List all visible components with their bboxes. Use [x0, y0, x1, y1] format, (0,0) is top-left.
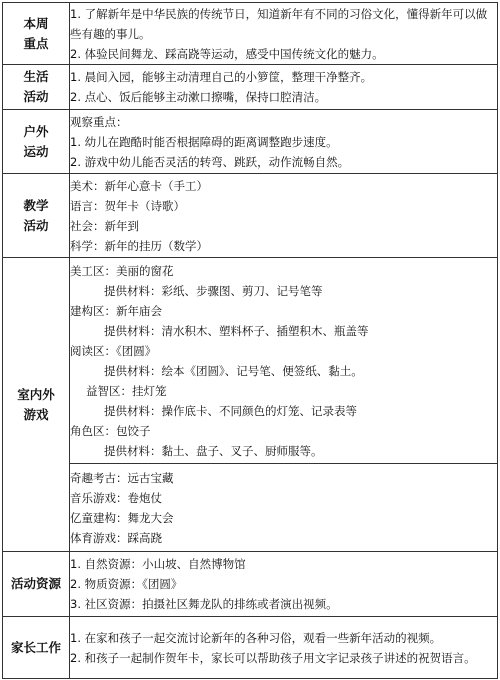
area-heading-role-play: 角色区：包饺子: [70, 423, 151, 438]
row-indoor-outdoor-games: [3, 258, 498, 464]
content-life-activities: [70, 65, 498, 110]
label-parent-work: [3, 617, 70, 679]
game-line-1: 奇趣考古：远古宝藏: [70, 470, 174, 485]
area-materials-role-play: 提供材料：黏土、盘子、叉子、厨师服等。: [104, 443, 323, 458]
area-heading-reading: 阅读区：《团圆》: [70, 343, 157, 358]
game-line-4: 体育游戏：踩高跷: [70, 530, 162, 545]
row-teaching-activities: [3, 174, 498, 258]
game-line-3: 亿童建构：舞龙大会: [70, 510, 174, 525]
label-outdoor-sports: [3, 110, 70, 174]
area-heading-construction: 建构区：新年庙会: [70, 303, 162, 318]
area-materials-reading: 提供材料：绘本《团圆》、记号笔、便签纸、黏土。: [104, 363, 363, 378]
life-line-1: 1. 晨间入园，能够主动清理自己的小箩筐，整理干净整齐。: [70, 70, 373, 84]
area-materials-art: 提供材料：彩纸、步骤图、剪刀、记号笔等: [104, 283, 323, 298]
content-outdoor-sports: [70, 110, 498, 174]
teaching-line-1: 美术：新年心意卡（手工）: [70, 178, 208, 193]
label-text: 家长工作: [10, 639, 61, 655]
parent-line-1: 1. 在家和孩子一起交流讨论新年的各种习俗，观看一些新年活动的视频。: [70, 630, 442, 645]
content-parent-work: [70, 617, 498, 679]
outdoor-line-1: 观察重点：: [70, 114, 128, 129]
area-materials-construction: 提供材料：清水积木、塑料杯子、插塑积木、瓶盖等: [104, 323, 369, 338]
life-line-2: 2. 点心、饭后能够主动漱口擦嘴，保持口腔清洁。: [70, 90, 327, 104]
area-heading-art: 美工区：美丽的窗花: [70, 263, 174, 278]
focus-line-1: 1. 了解新年是中华民族的传统节日，知道新年有不同的习俗文化，懂得新年可以做些有趣的事儿。: [70, 6, 488, 41]
area-materials-puzzle: 提供材料：操作底卡、不同颜色的灯笼、记录表等: [104, 403, 357, 418]
content-games: [70, 464, 498, 552]
label-activity-resources: [3, 552, 70, 617]
label-text: 活动资源: [10, 576, 61, 591]
label-indoor-outdoor-games: [3, 258, 70, 552]
content-teaching-activities: [70, 174, 498, 258]
area-heading-puzzle: 益智区：挂灯笼: [86, 383, 167, 398]
label-weekly-focus: [3, 3, 70, 65]
row-life-activities: [3, 65, 498, 110]
row-weekly-focus: [3, 3, 498, 65]
focus-line-2: 2. 体验民间舞龙、踩高跷等运动，感受中国传统文化的魅力。: [70, 46, 384, 61]
outdoor-line-2: 1. 幼儿在跑酷时能否根据障碍的距离调整跑步速度。: [70, 134, 338, 149]
resource-line-3: 3. 社区资源：拍摄社区舞龙队的排练或者演出视频。: [70, 597, 338, 611]
label-text: 生活 活动: [23, 69, 49, 104]
game-line-2: 音乐游戏：卷炮仗: [70, 490, 162, 505]
row-parent-work: [3, 617, 498, 679]
label-text: 户外 运动: [23, 123, 49, 159]
content-weekly-focus: [70, 3, 498, 65]
row-games: [3, 464, 498, 552]
teaching-line-4: 科学：新年的挂历（数学）: [70, 238, 208, 253]
resource-line-2: 2. 物质资源：《团圆》: [70, 577, 183, 591]
teaching-line-2: 语言：贺年卡（诗歌）: [70, 198, 185, 213]
teaching-line-3: 社会：新年到: [70, 218, 139, 233]
content-learning-areas: [70, 258, 498, 464]
label-text: 本周 重点: [23, 15, 49, 51]
label-text: 室内外 游戏: [17, 386, 55, 422]
label-text: 教学 活动: [23, 197, 49, 233]
content-activity-resources: [70, 552, 498, 617]
row-activity-resources: [3, 552, 498, 617]
row-outdoor-sports: [3, 110, 498, 174]
weekly-plan-table: [2, 2, 498, 679]
resource-line-1: 1. 自然资源：小山坡、自然博物馆: [70, 557, 246, 571]
outdoor-line-3: 2. 游戏中幼儿能否灵活的转弯、跳跃，动作流畅自然。: [70, 154, 350, 169]
label-life-activities: [3, 65, 70, 110]
label-teaching-activities: [3, 174, 70, 258]
parent-line-2: 2. 和孩子一起制作贺年卡，家长可以帮助孩子用文字记录孩子讲述的祝贺语言。: [70, 650, 476, 665]
